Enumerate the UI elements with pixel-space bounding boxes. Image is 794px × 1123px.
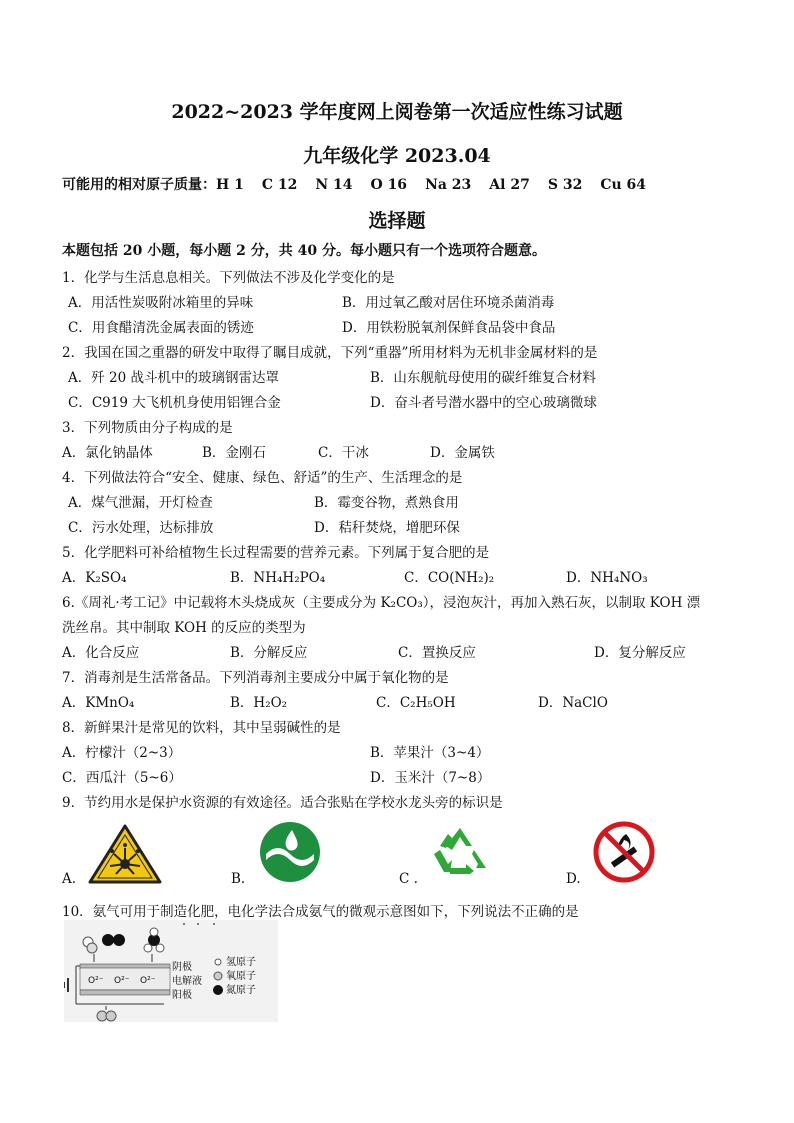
section-instructions: 本题包括 20 小题，每小题 2 分，共 40 分。每小题只有一个选项符合题意。 — [62, 243, 546, 259]
water-saving-sign-icon — [258, 820, 322, 884]
option: C．CO(NH₂)₂ — [404, 570, 495, 586]
ion-label: O²⁻ — [88, 976, 104, 986]
cathode-label: 阴极 — [172, 962, 192, 973]
atomic-masses-label: 可能用的相对原子质量： — [62, 177, 216, 193]
option: D．复分解反应 — [594, 645, 686, 661]
option: B．霉变谷物，煮熟食用 — [314, 495, 459, 511]
option: A．KMnO₄ — [62, 695, 135, 711]
sign-option-label: D. — [566, 871, 581, 887]
option: D．NH₄NO₃ — [566, 570, 648, 586]
atomic-mass: Al 27 — [489, 177, 530, 193]
question-stem: 10．氨气可用于制造化肥，电化学法合成氨气的微观示意图如下，下列说法不正确的是 — [62, 904, 579, 920]
electrolyte-label: 电解液 — [172, 976, 202, 987]
atomic-mass: H 1 — [216, 177, 244, 193]
question-stem: 8．新鲜果汁是常见的饮料，其中呈弱碱性的是 — [62, 720, 341, 736]
question-stem: 4．下列做法符合“安全、健康、绿色、舒适”的生产、生活理念的是 — [62, 470, 463, 486]
option: D．奋斗者号潜水器中的空心玻璃微球 — [370, 395, 597, 411]
option: B．H₂O₂ — [230, 695, 288, 711]
exam-title: 2022~2023 学年度网上阅卷第一次适应性练习试题 — [171, 101, 623, 123]
atomic-mass: Na 23 — [425, 177, 472, 193]
legend — [213, 955, 256, 996]
electrochemical-ammonia-diagram — [64, 920, 278, 1022]
option: D．用铁粉脱氧剂保鲜食品袋中食品 — [342, 320, 556, 336]
option: C．置换反应 — [398, 645, 476, 661]
option: D．秸秆焚烧，增肥环保 — [314, 520, 460, 536]
option: C．用食醋清洗金属表面的锈迹 — [68, 320, 254, 336]
question-stem: 9．节约用水是保护水资源的有效途径。适合张贴在学校水龙头旁的标识是 — [62, 795, 503, 811]
section-title: 选择题 — [368, 210, 426, 232]
atomic-mass: S 32 — [547, 177, 583, 193]
atomic-mass: O 16 — [370, 177, 408, 193]
no-fire-sign-icon — [592, 820, 656, 884]
question-stem: 7．消毒剂是生活常备品。下列消毒剂主要成分中属于氧化物的是 — [62, 670, 449, 686]
option: C．西瓜汁（5~6） — [62, 770, 182, 786]
legend-nitrogen: 氮原子 — [226, 985, 256, 996]
option: C．C919 大飞机机身使用铝锂合金 — [68, 395, 281, 411]
option: B．苹果汁（3~4） — [370, 745, 490, 761]
sign-option-label: C . — [399, 871, 418, 887]
option: A．K₂SO₄ — [62, 570, 127, 586]
atomic-mass: N 14 — [315, 177, 353, 193]
explosive-warning-sign-icon — [88, 824, 162, 884]
exam-subtitle: 九年级化学 2023.04 — [303, 145, 491, 167]
sign-option-label: A. — [62, 871, 77, 887]
option: A．歼 20 战斗机中的玻璃钢雷达罩 — [68, 370, 280, 386]
ion-label: O²⁻ — [140, 976, 156, 986]
ion-label: O²⁻ — [114, 976, 130, 986]
question-stem: 2．我国在国之重器的研发中取得了瞩目成就，下列“重器”所用材料为无机非金属材料的是 — [62, 345, 598, 361]
option: B．NH₄H₂PO₄ — [230, 570, 326, 586]
option: C．干冰 — [318, 445, 369, 461]
atomic-mass: C 12 — [261, 177, 298, 193]
option: B．金刚石 — [202, 445, 266, 461]
option: B．分解反应 — [230, 645, 308, 661]
option: D．玉米汁（7~8） — [370, 770, 491, 786]
question-stem: 5．化学肥料可补给植物生长过程需要的营养元素。下列属于复合肥的是 — [62, 545, 490, 561]
option: A．氯化钠晶体 — [62, 445, 153, 461]
option: B．山东舰航母使用的碳纤维复合材料 — [370, 370, 596, 386]
option: D．金属铁 — [430, 445, 495, 461]
option: A．煤气泄漏，开灯检查 — [68, 495, 213, 511]
option: B．用过氧乙酸对居住环境杀菌消毒 — [342, 295, 555, 311]
option: A．柠檬汁（2~3） — [62, 745, 182, 761]
atomic-masses — [62, 174, 664, 194]
question-stem: 3．下列物质由分子构成的是 — [62, 420, 233, 436]
legend-oxygen: 氧原子 — [226, 971, 256, 982]
atomic-mass: Cu 64 — [600, 177, 646, 193]
question-stem-continued: 洗丝帛。其中制取 KOH 的反应的类型为 — [62, 620, 306, 636]
option: D．NaClO — [538, 695, 608, 711]
option: C．C₂H₅OH — [376, 695, 456, 711]
sign-option-label: B. — [231, 871, 246, 887]
option: C．污水处理，达标排放 — [68, 520, 214, 536]
legend-hydrogen: 氢原子 — [226, 957, 256, 968]
anode-label: 阳极 — [172, 990, 192, 1001]
question-stem: 6.《周礼·考工记》中记载将木头烧成灰（主要成分为 K₂CO₃），浸泡灰汁，再加入熟石灰，以制取 KOH 漂 — [62, 595, 701, 611]
option: A．用活性炭吸附冰箱里的异味 — [68, 295, 254, 311]
question-stem: 1．化学与生活息息相关。下列做法不涉及化学变化的是 — [62, 270, 395, 286]
recycle-icon — [430, 824, 490, 884]
option: A．化合反应 — [62, 645, 140, 661]
